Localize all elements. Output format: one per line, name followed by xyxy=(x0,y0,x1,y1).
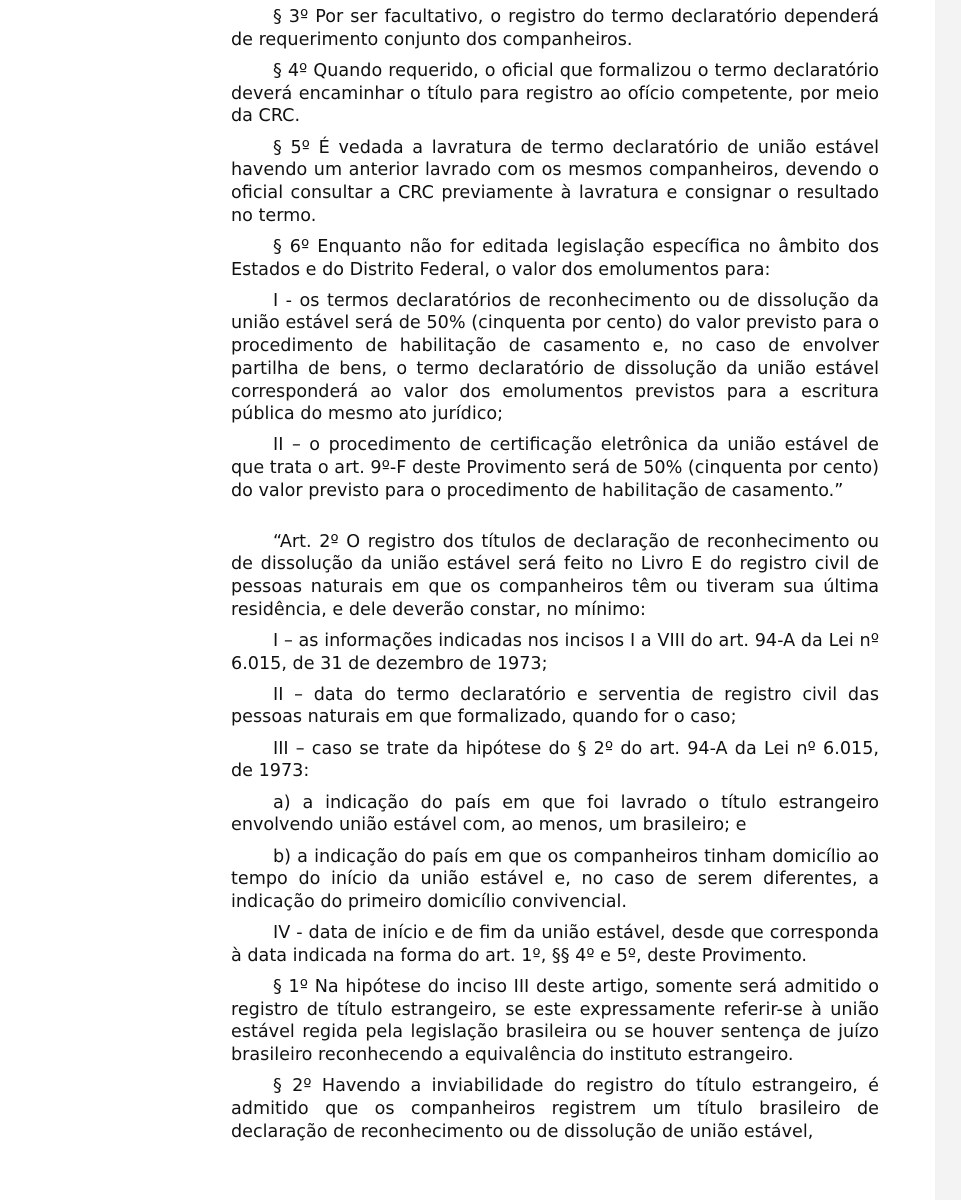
scroll-strip[interactable] xyxy=(935,0,961,1200)
paragraph-5: § 5º É vedada a lavratura de termo declaratório de união estável havendo um anterior lavrado com os mesmos companheiros, devendo o oficial consultar a CRC previamente à lavratura e consignar o resultado no termo. xyxy=(231,137,879,226)
art-2-inciso-i: I – as informações indicadas nos incisos I a VIII do art. 94-A da Lei nº 6.015, de 31 de dezembro de 1973; xyxy=(231,630,879,674)
document-body xyxy=(231,6,879,1152)
art-2-inciso-iv: IV - data de início e de fim da união estável, desde que corresponda à data indicada na forma do art. 1º, §§ 4º e 5º, deste Provimento. xyxy=(231,923,879,966)
art-2-paragraph-2: § 2º Havendo a inviabilidade do registro do título estrangeiro, é admitido que os companheiros registrem um título brasileiro de declaração de reconhecimento ou de dissolução de união estável, xyxy=(231,1076,879,1142)
art-2-paragraph-1: § 1º Na hipótese do inciso III deste artigo, somente será admitido o registro de título estrangeiro, se este expressamente referir-se à união estável regida pela legislação brasileira ou se houver sentença de juízo brasileiro reconhecendo a equivalência do instituto estrangeiro. xyxy=(231,977,879,1066)
art-2-alinea-b: b) a indicação do país em que os companheiros tinham domicílio ao tempo do início da união estável e, no caso de serem diferentes, a indicação do primeiro domicílio convivencial. xyxy=(231,846,879,912)
art-2-heading: “Art. 2º O registro dos títulos de declaração de reconhecimento ou de dissolução da união estável será feito no Livro E do registro civil de pessoas naturais em que os companheiros têm ou tiveram sua última residência, e dele deverão constar, no mínimo: xyxy=(231,531,879,620)
paragraph-4: § 4º Quando requerido, o oficial que formalizou o termo declaratório deverá encaminhar o título para registro ao ofício competente, por meio da CRC. xyxy=(231,60,879,127)
art-2-alinea-a: a) a indicação do país em que foi lavrado o título estrangeiro envolvendo união estável com, ao menos, um brasileiro; e xyxy=(231,792,879,836)
paragraph-3: § 3º Por ser facultativo, o registro do termo declaratório dependerá de requerimento conjunto dos companheiros. xyxy=(231,7,879,50)
inciso-i: I - os termos declaratórios de reconhecimento ou de dissolução da união estável será de 50% (cinquenta por cento) do valor previsto para o procedimento de habilitação de casamento e, no caso de envolver partilha de bens, o termo declaratório de dissolução da união estável corresponderá ao valor dos emolumentos previstos para a escritura pública do mesmo ato jurídico; xyxy=(231,290,879,425)
paragraph-6: § 6º Enquanto não for editada legislação específica no âmbito dos Estados e do Distrito Federal, o valor dos emolumentos para: xyxy=(231,236,879,280)
inciso-ii: II – o procedimento de certificação eletrônica da união estável de que trata o art. 9º-F deste Provimento será de 50% (cinquenta por cento) do valor previsto para o procedimento de habilitação de casamento.” xyxy=(231,435,879,501)
art-2-inciso-iii: III – caso se trate da hipótese do § 2º do art. 94-A da Lei nº 6.015, de 1973: xyxy=(231,738,879,782)
art-2-inciso-ii: II – data do termo declaratório e serventia de registro civil das pessoas naturais em que formalizado, quando for o caso; xyxy=(231,684,879,728)
